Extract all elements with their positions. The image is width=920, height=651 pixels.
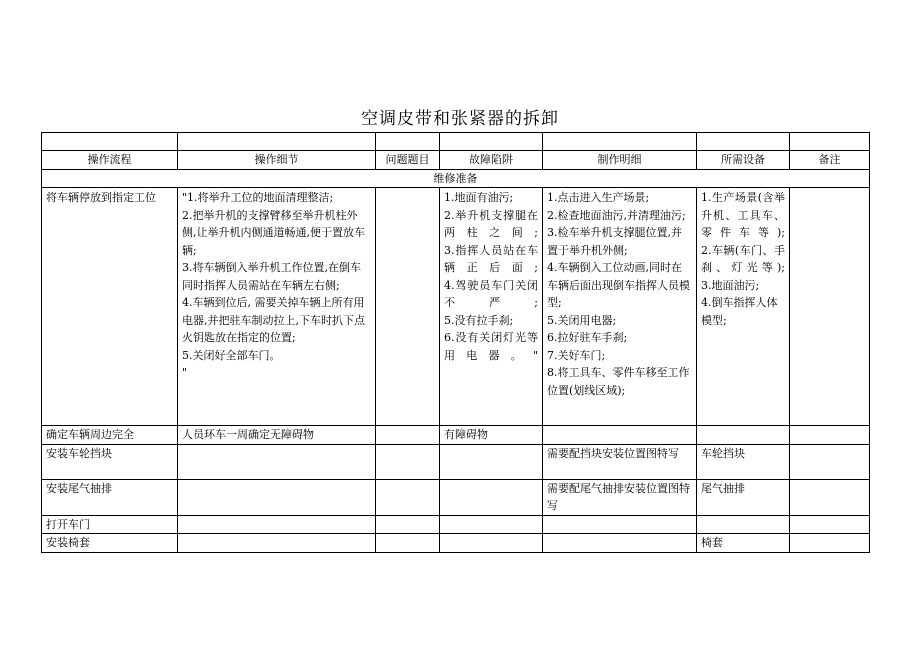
- production-cell: [543, 188, 697, 426]
- equipment-cell: 车轮挡块: [697, 444, 790, 479]
- question-cell: [376, 188, 440, 426]
- traps-cell: [440, 515, 543, 534]
- header-production-details: 制作明细: [543, 151, 697, 170]
- equipment-cell: [697, 426, 790, 445]
- step-cell: 安装车轮挡块: [42, 444, 178, 479]
- header-remarks: 备注: [790, 151, 870, 170]
- production-line: 1.点击进入生产场景;: [547, 191, 650, 204]
- step-cell: 安装椅套: [42, 534, 178, 553]
- equipment-cell: [697, 515, 790, 534]
- details-cell: 人员环车一周确定无障碍物: [178, 426, 376, 445]
- traps-cell: [440, 188, 543, 426]
- production-cell: 需要配尾气抽排安装位置图特写: [543, 479, 697, 515]
- production-line: 7.关好车门;: [547, 348, 606, 362]
- header-operation-flow: 操作流程: [42, 151, 178, 170]
- equipment-line: 1.生产场景(含举升机、工具车、零件车等);: [701, 191, 785, 239]
- production-line: 4.车辆倒入工位动画,同时在车辆后面出现倒车指挥人员模型;: [547, 261, 690, 309]
- table-row: [42, 426, 870, 445]
- production-line: 3.检车举升机支撑腿位置,并置于举升机外侧;: [547, 226, 682, 257]
- detail-line: ": [182, 366, 188, 379]
- traps-cell: [440, 534, 543, 553]
- trap-line: 1.地面有油污;: [444, 191, 514, 204]
- blank-cell: [42, 133, 178, 151]
- detail-line: 4.车辆到位后, 需要关掉车辆上所有用电器,并把驻车制动拉上,下车时扒下点火钥匙放在指定的位置;: [182, 296, 365, 344]
- table-row: [42, 534, 870, 553]
- header-equipment: 所需设备: [697, 151, 790, 170]
- equipment-line: 2.车辆(车门、手刹、灯光等);: [701, 243, 785, 274]
- production-cell: [543, 515, 697, 534]
- trap-line: 4.驾驶员车门关闭不严;: [444, 278, 538, 309]
- production-line: 6.拉好驻车手刹;: [547, 331, 628, 344]
- header-row: [42, 151, 870, 170]
- header-fault-traps: 故障陷阱: [440, 151, 543, 170]
- step-cell: 安装尾气抽排: [42, 479, 178, 515]
- detail-line: 3.将车辆倒入举升机工作位置,在倒车同时指挥人员需站在车辆左右侧;: [182, 261, 361, 292]
- blank-cell: [697, 133, 790, 151]
- traps-cell: [440, 479, 543, 515]
- question-cell: [376, 534, 440, 553]
- trap-line: 3.指挥人员站在车辆正后面;: [444, 243, 538, 274]
- remarks-cell: [790, 479, 870, 515]
- blank-cell: [376, 133, 440, 151]
- details-cell: [178, 188, 376, 426]
- step-cell: 确定车辆周边完全: [42, 426, 178, 445]
- section-row: [42, 169, 870, 188]
- trap-line: 6.没有关闭灯光等用电器。": [444, 331, 538, 362]
- blank-row: [42, 133, 870, 151]
- blank-cell: [790, 133, 870, 151]
- header-operation-details: 操作细节: [178, 151, 376, 170]
- trap-line: 2.举升机支撑腿在两柱之间;: [444, 208, 538, 239]
- production-line: 5.关闭用电器;: [547, 313, 617, 327]
- equipment-cell: 尾气抽排: [697, 479, 790, 515]
- blank-cell: [178, 133, 376, 151]
- blank-cell: [440, 133, 543, 151]
- question-cell: [376, 426, 440, 445]
- table-row: [42, 188, 870, 426]
- production-line: 8.将工具车、零件车移至工作位置(划线区域);: [547, 366, 690, 397]
- question-cell: [376, 515, 440, 534]
- remarks-cell: [790, 444, 870, 479]
- traps-cell: [440, 444, 543, 479]
- section-label: 维修准备: [42, 169, 870, 188]
- document-title: 空调皮带和张紧器的拆卸: [361, 109, 559, 129]
- procedure-table: [41, 132, 870, 553]
- equipment-line: 4.倒车指挥人体模型;: [701, 296, 778, 327]
- traps-cell: 有障碍物: [440, 426, 543, 445]
- equipment-cell: [697, 188, 790, 426]
- detail-line: 5.关闭好全部车门。: [182, 348, 281, 362]
- details-cell: [178, 444, 376, 479]
- details-cell: [178, 534, 376, 553]
- detail-line: "1.将举升工位的地面清理整洁;: [182, 191, 334, 204]
- equipment-cell: 椅套: [697, 534, 790, 553]
- details-cell: [178, 479, 376, 515]
- details-cell: [178, 515, 376, 534]
- remarks-cell: [790, 188, 870, 426]
- production-cell: [543, 426, 697, 445]
- question-cell: [376, 444, 440, 479]
- remarks-cell: [790, 426, 870, 445]
- question-cell: [376, 479, 440, 515]
- header-question: 问题题目: [376, 151, 440, 170]
- detail-line: 2.把举升机的支撑臂移至举升机柱外侧,让举升机内侧通道畅通,便于置放车辆;: [182, 208, 365, 257]
- production-line: 2.检查地面油污,并清理油污;: [547, 208, 686, 222]
- production-cell: [543, 534, 697, 553]
- production-cell: 需要配挡块安装位置图特写: [543, 444, 697, 479]
- remarks-cell: [790, 534, 870, 553]
- trap-line: 5.没有拉手刹;: [444, 313, 514, 327]
- step-cell: 将车辆停放到指定工位: [42, 188, 178, 426]
- blank-cell: [543, 133, 697, 151]
- table-row: [42, 515, 870, 534]
- remarks-cell: [790, 515, 870, 534]
- table-row: [42, 479, 870, 515]
- equipment-line: 3.地面油污;: [701, 278, 760, 292]
- step-cell: 打开车门: [42, 515, 178, 534]
- table-row: [42, 444, 870, 479]
